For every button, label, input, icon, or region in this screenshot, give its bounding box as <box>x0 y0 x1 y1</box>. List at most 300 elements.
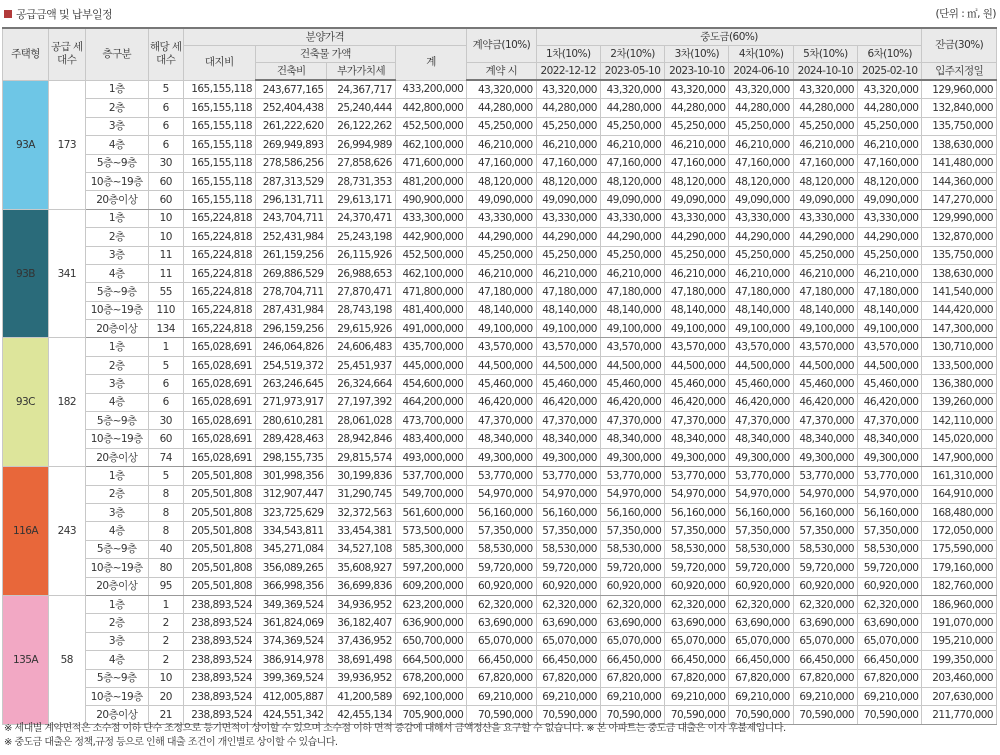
amount-cell: 56,160,000 <box>729 503 793 521</box>
amount-cell: 44,280,000 <box>793 99 857 117</box>
header-interim-date-3: 2023-10-10 <box>665 63 729 81</box>
amount-cell: 45,250,000 <box>858 117 922 135</box>
amount-cell: 412,005,887 <box>256 687 327 705</box>
amount-cell: 65,070,000 <box>467 632 536 650</box>
table-row <box>3 154 997 172</box>
amount-cell: 46,420,000 <box>729 393 793 411</box>
header-building: 건축물 가액 <box>256 46 396 63</box>
amount-cell: 252,404,438 <box>256 99 327 117</box>
amount-cell: 49,090,000 <box>467 191 536 209</box>
amount-cell: 374,369,524 <box>256 632 327 650</box>
amount-cell: 67,820,000 <box>536 669 600 687</box>
amount-cell: 207,630,000 <box>922 687 997 705</box>
amount-cell: 28,731,353 <box>327 172 395 190</box>
amount-cell: 28,942,846 <box>327 430 395 448</box>
table-row <box>3 99 997 117</box>
amount-cell: 62,320,000 <box>536 595 600 613</box>
amount-cell: 56,160,000 <box>793 503 857 521</box>
amount-cell: 334,543,811 <box>256 522 327 540</box>
amount-cell: 252,431,984 <box>256 228 327 246</box>
amount-cell: 147,900,000 <box>922 448 997 466</box>
units-cell: 5 <box>148 467 183 485</box>
table-row <box>3 209 997 227</box>
amount-cell: 43,570,000 <box>793 338 857 356</box>
amount-cell: 54,970,000 <box>600 485 664 503</box>
amount-cell: 442,800,000 <box>395 99 466 117</box>
amount-cell: 44,500,000 <box>600 356 664 374</box>
header-type: 주택형 <box>3 28 49 80</box>
amount-cell: 63,690,000 <box>793 614 857 632</box>
page-title <box>4 6 112 22</box>
amount-cell: 705,900,000 <box>395 706 466 724</box>
units-cell: 10 <box>148 669 183 687</box>
floor-cell: 2층 <box>85 485 148 503</box>
amount-cell: 47,160,000 <box>536 154 600 172</box>
amount-cell: 537,700,000 <box>395 467 466 485</box>
amount-cell: 133,500,000 <box>922 356 997 374</box>
amount-cell: 44,290,000 <box>665 228 729 246</box>
header-interim-date-4: 2024-06-10 <box>729 63 793 81</box>
amount-cell: 48,340,000 <box>467 430 536 448</box>
amount-cell: 493,000,000 <box>395 448 466 466</box>
units-cell: 11 <box>148 264 183 282</box>
units-cell: 5 <box>148 356 183 374</box>
amount-cell: 43,570,000 <box>467 338 536 356</box>
amount-cell: 69,210,000 <box>665 687 729 705</box>
amount-cell: 48,140,000 <box>467 301 536 319</box>
amount-cell: 269,886,529 <box>256 264 327 282</box>
units-cell: 20 <box>148 687 183 705</box>
amount-cell: 46,420,000 <box>536 393 600 411</box>
amount-cell: 144,360,000 <box>922 172 997 190</box>
amount-cell: 49,300,000 <box>729 448 793 466</box>
amount-cell: 147,270,000 <box>922 191 997 209</box>
amount-cell: 46,420,000 <box>665 393 729 411</box>
amount-cell: 70,590,000 <box>858 706 922 724</box>
amount-cell: 54,970,000 <box>729 485 793 503</box>
amount-cell: 69,210,000 <box>858 687 922 705</box>
amount-cell: 45,250,000 <box>793 246 857 264</box>
amount-cell: 59,720,000 <box>536 559 600 577</box>
amount-cell: 47,370,000 <box>665 412 729 430</box>
amount-cell: 49,100,000 <box>858 320 922 338</box>
table-row <box>3 356 997 374</box>
units-cell: 30 <box>148 412 183 430</box>
amount-cell: 48,120,000 <box>536 172 600 190</box>
amount-cell: 43,330,000 <box>600 209 664 227</box>
amount-cell: 48,140,000 <box>729 301 793 319</box>
amount-cell: 56,160,000 <box>665 503 729 521</box>
amount-cell: 66,450,000 <box>793 651 857 669</box>
amount-cell: 45,250,000 <box>858 246 922 264</box>
amount-cell: 138,630,000 <box>922 264 997 282</box>
amount-cell: 25,243,198 <box>327 228 395 246</box>
amount-cell: 58,530,000 <box>600 540 664 558</box>
amount-cell: 56,160,000 <box>600 503 664 521</box>
amount-cell: 66,450,000 <box>600 651 664 669</box>
amount-cell: 47,370,000 <box>729 412 793 430</box>
amount-cell: 43,330,000 <box>858 209 922 227</box>
amount-cell: 69,210,000 <box>467 687 536 705</box>
amount-cell: 29,815,574 <box>327 448 395 466</box>
amount-cell: 424,551,342 <box>256 706 327 724</box>
amount-cell: 46,420,000 <box>793 393 857 411</box>
table-row <box>3 136 997 154</box>
amount-cell: 47,370,000 <box>793 412 857 430</box>
header-interim-date-6: 2025-02-10 <box>858 63 922 81</box>
amount-cell: 399,369,524 <box>256 669 327 687</box>
amount-cell: 650,700,000 <box>395 632 466 650</box>
amount-cell: 47,160,000 <box>600 154 664 172</box>
amount-cell: 62,320,000 <box>793 595 857 613</box>
unit-type-cell: 116A <box>3 467 49 596</box>
amount-cell: 287,431,984 <box>256 301 327 319</box>
amount-cell: 62,320,000 <box>729 595 793 613</box>
amount-cell: 141,480,000 <box>922 154 997 172</box>
amount-cell: 49,090,000 <box>600 191 664 209</box>
amount-cell: 66,450,000 <box>467 651 536 669</box>
amount-cell: 44,290,000 <box>793 228 857 246</box>
amount-cell: 53,770,000 <box>467 467 536 485</box>
units-cell: 10 <box>148 209 183 227</box>
amount-cell: 63,690,000 <box>467 614 536 632</box>
amount-cell: 246,064,826 <box>256 338 327 356</box>
floor-cell: 1층 <box>85 467 148 485</box>
amount-cell: 43,320,000 <box>729 80 793 99</box>
amount-cell: 53,770,000 <box>536 467 600 485</box>
amount-cell: 254,519,372 <box>256 356 327 374</box>
amount-cell: 44,280,000 <box>600 99 664 117</box>
amount-cell: 43,570,000 <box>858 338 922 356</box>
amount-cell: 70,590,000 <box>467 706 536 724</box>
amount-cell: 30,199,836 <box>327 467 395 485</box>
amount-cell: 27,870,471 <box>327 283 395 301</box>
amount-cell: 145,020,000 <box>922 430 997 448</box>
amount-cell: 60,920,000 <box>600 577 664 595</box>
table-row <box>3 338 997 356</box>
table-row <box>3 614 997 632</box>
amount-cell: 136,380,000 <box>922 375 997 393</box>
units-cell: 6 <box>148 117 183 135</box>
amount-cell: 54,970,000 <box>467 485 536 503</box>
amount-cell: 609,200,000 <box>395 577 466 595</box>
amount-cell: 59,720,000 <box>665 559 729 577</box>
amount-cell: 312,907,447 <box>256 485 327 503</box>
table-row <box>3 651 997 669</box>
amount-cell: 144,420,000 <box>922 301 997 319</box>
amount-cell: 44,500,000 <box>467 356 536 374</box>
amount-cell: 66,450,000 <box>858 651 922 669</box>
amount-cell: 58,530,000 <box>729 540 793 558</box>
header-interim-6: 6차(10%) <box>858 46 922 63</box>
amount-cell: 24,370,471 <box>327 209 395 227</box>
amount-cell: 44,500,000 <box>536 356 600 374</box>
table-row <box>3 264 997 282</box>
amount-cell: 132,840,000 <box>922 99 997 117</box>
floor-cell: 3층 <box>85 246 148 264</box>
amount-cell: 28,743,198 <box>327 301 395 319</box>
units-cell: 40 <box>148 540 183 558</box>
header-interim-4: 4차(10%) <box>729 46 793 63</box>
table-row <box>3 320 997 338</box>
amount-cell: 45,460,000 <box>858 375 922 393</box>
floor-cell: 20층이상 <box>85 448 148 466</box>
amount-cell: 130,710,000 <box>922 338 997 356</box>
amount-cell: 46,420,000 <box>858 393 922 411</box>
units-cell: 8 <box>148 485 183 503</box>
amount-cell: 45,250,000 <box>665 117 729 135</box>
amount-cell: 452,500,000 <box>395 117 466 135</box>
amount-cell: 43,320,000 <box>600 80 664 99</box>
amount-cell: 271,973,917 <box>256 393 327 411</box>
amount-cell: 29,613,171 <box>327 191 395 209</box>
amount-cell: 36,182,407 <box>327 614 395 632</box>
amount-cell: 278,704,711 <box>256 283 327 301</box>
amount-cell: 269,949,893 <box>256 136 327 154</box>
amount-cell: 44,290,000 <box>536 228 600 246</box>
amount-cell: 47,370,000 <box>536 412 600 430</box>
amount-cell: 56,160,000 <box>858 503 922 521</box>
amount-cell: 35,608,927 <box>327 559 395 577</box>
amount-cell: 26,122,262 <box>327 117 395 135</box>
table-row <box>3 246 997 264</box>
amount-cell: 43,320,000 <box>536 80 600 99</box>
table-row <box>3 430 997 448</box>
amount-cell: 63,690,000 <box>665 614 729 632</box>
table-row <box>3 448 997 466</box>
amount-cell: 44,290,000 <box>858 228 922 246</box>
amount-cell: 165,028,691 <box>183 448 255 466</box>
units-cell: 110 <box>148 301 183 319</box>
floor-cell: 4층 <box>85 136 148 154</box>
amount-cell: 63,690,000 <box>729 614 793 632</box>
amount-cell: 58,530,000 <box>793 540 857 558</box>
amount-cell: 45,460,000 <box>665 375 729 393</box>
amount-cell: 70,590,000 <box>665 706 729 724</box>
amount-cell: 44,280,000 <box>467 99 536 117</box>
amount-cell: 53,770,000 <box>665 467 729 485</box>
amount-cell: 435,700,000 <box>395 338 466 356</box>
amount-cell: 238,893,524 <box>183 614 255 632</box>
amount-cell: 263,246,645 <box>256 375 327 393</box>
amount-cell: 45,250,000 <box>467 246 536 264</box>
amount-cell: 165,028,691 <box>183 430 255 448</box>
amount-cell: 28,061,028 <box>327 412 395 430</box>
amount-cell: 54,970,000 <box>858 485 922 503</box>
amount-cell: 24,606,483 <box>327 338 395 356</box>
amount-cell: 47,180,000 <box>536 283 600 301</box>
amount-cell: 238,893,524 <box>183 632 255 650</box>
amount-cell: 45,250,000 <box>536 246 600 264</box>
square-bullet-icon <box>4 10 12 18</box>
units-cell: 60 <box>148 430 183 448</box>
floor-cell: 1층 <box>85 209 148 227</box>
amount-cell: 481,400,000 <box>395 301 466 319</box>
header-vat: 부가가치세 <box>327 63 395 81</box>
amount-cell: 43,570,000 <box>536 338 600 356</box>
amount-cell: 44,290,000 <box>600 228 664 246</box>
amount-cell: 70,590,000 <box>793 706 857 724</box>
amount-cell: 67,820,000 <box>665 669 729 687</box>
amount-cell: 36,699,836 <box>327 577 395 595</box>
floor-cell: 3층 <box>85 117 148 135</box>
header-units: 해당 세대수 <box>148 28 183 80</box>
amount-cell: 179,160,000 <box>922 559 997 577</box>
amount-cell: 490,900,000 <box>395 191 466 209</box>
amount-cell: 49,300,000 <box>665 448 729 466</box>
floor-cell: 1층 <box>85 80 148 99</box>
amount-cell: 43,330,000 <box>665 209 729 227</box>
amount-cell: 48,340,000 <box>600 430 664 448</box>
amount-cell: 49,090,000 <box>793 191 857 209</box>
amount-cell: 43,330,000 <box>729 209 793 227</box>
units-cell: 5 <box>148 80 183 99</box>
amount-cell: 43,330,000 <box>536 209 600 227</box>
floor-cell: 5층~9층 <box>85 154 148 172</box>
floor-cell: 2층 <box>85 356 148 374</box>
unit-type-cell: 93B <box>3 209 49 338</box>
amount-cell: 56,160,000 <box>467 503 536 521</box>
table-row <box>3 375 997 393</box>
amount-cell: 46,210,000 <box>536 264 600 282</box>
units-cell: 8 <box>148 503 183 521</box>
table-row <box>3 467 997 485</box>
table-row <box>3 117 997 135</box>
amount-cell: 195,210,000 <box>922 632 997 650</box>
price-table <box>2 27 997 725</box>
amount-cell: 48,140,000 <box>858 301 922 319</box>
header-balance-when: 입주지정일 <box>922 63 997 81</box>
floor-cell: 1층 <box>85 338 148 356</box>
amount-cell: 139,260,000 <box>922 393 997 411</box>
amount-cell: 63,690,000 <box>536 614 600 632</box>
amount-cell: 238,893,524 <box>183 595 255 613</box>
amount-cell: 43,320,000 <box>858 80 922 99</box>
table-row <box>3 301 997 319</box>
amount-cell: 186,960,000 <box>922 595 997 613</box>
amount-cell: 296,159,256 <box>256 320 327 338</box>
amount-cell: 37,436,952 <box>327 632 395 650</box>
table-row <box>3 687 997 705</box>
amount-cell: 47,160,000 <box>467 154 536 172</box>
amount-cell: 433,200,000 <box>395 80 466 99</box>
amount-cell: 34,527,108 <box>327 540 395 558</box>
amount-cell: 47,160,000 <box>665 154 729 172</box>
amount-cell: 46,210,000 <box>729 264 793 282</box>
amount-cell: 165,224,818 <box>183 283 255 301</box>
units-cell: 80 <box>148 559 183 577</box>
amount-cell: 386,914,978 <box>256 651 327 669</box>
amount-cell: 454,600,000 <box>395 375 466 393</box>
amount-cell: 296,131,711 <box>256 191 327 209</box>
amount-cell: 59,720,000 <box>600 559 664 577</box>
floor-cell: 10층~19층 <box>85 172 148 190</box>
amount-cell: 205,501,808 <box>183 467 255 485</box>
amount-cell: 65,070,000 <box>536 632 600 650</box>
table-row <box>3 283 997 301</box>
supply-count-cell: 341 <box>48 209 85 338</box>
amount-cell: 165,155,118 <box>183 80 255 99</box>
amount-cell: 46,210,000 <box>858 136 922 154</box>
amount-cell: 165,224,818 <box>183 301 255 319</box>
amount-cell: 49,300,000 <box>467 448 536 466</box>
amount-cell: 356,089,265 <box>256 559 327 577</box>
unit-type-cell: 93C <box>3 338 49 467</box>
table-row <box>3 412 997 430</box>
amount-cell: 47,180,000 <box>467 283 536 301</box>
amount-cell: 135,750,000 <box>922 117 997 135</box>
floor-cell: 10층~19층 <box>85 687 148 705</box>
header-interim: 중도금(60%) <box>536 28 922 46</box>
amount-cell: 481,200,000 <box>395 172 466 190</box>
amount-cell: 46,210,000 <box>665 264 729 282</box>
floor-cell: 3층 <box>85 375 148 393</box>
amount-cell: 278,586,256 <box>256 154 327 172</box>
amount-cell: 58,530,000 <box>858 540 922 558</box>
amount-cell: 45,250,000 <box>600 117 664 135</box>
amount-cell: 43,320,000 <box>467 80 536 99</box>
amount-cell: 165,155,118 <box>183 172 255 190</box>
table-row <box>3 393 997 411</box>
amount-cell: 462,100,000 <box>395 264 466 282</box>
header-deposit-when: 계약 시 <box>467 63 536 81</box>
amount-cell: 182,760,000 <box>922 577 997 595</box>
amount-cell: 62,320,000 <box>467 595 536 613</box>
amount-cell: 361,824,069 <box>256 614 327 632</box>
amount-cell: 165,224,818 <box>183 209 255 227</box>
amount-cell: 585,300,000 <box>395 540 466 558</box>
units-cell: 95 <box>148 577 183 595</box>
amount-cell: 452,500,000 <box>395 246 466 264</box>
header-interim-3: 3차(10%) <box>665 46 729 63</box>
amount-cell: 38,691,498 <box>327 651 395 669</box>
amount-cell: 69,210,000 <box>793 687 857 705</box>
header-interim-5: 5차(10%) <box>793 46 857 63</box>
amount-cell: 549,700,000 <box>395 485 466 503</box>
floor-cell: 4층 <box>85 393 148 411</box>
amount-cell: 25,240,444 <box>327 99 395 117</box>
amount-cell: 45,460,000 <box>536 375 600 393</box>
amount-cell: 165,028,691 <box>183 412 255 430</box>
amount-cell: 59,720,000 <box>858 559 922 577</box>
amount-cell: 43,570,000 <box>665 338 729 356</box>
amount-cell: 49,100,000 <box>536 320 600 338</box>
amount-cell: 47,180,000 <box>858 283 922 301</box>
amount-cell: 49,090,000 <box>729 191 793 209</box>
amount-cell: 69,210,000 <box>729 687 793 705</box>
amount-cell: 164,910,000 <box>922 485 997 503</box>
amount-cell: 48,120,000 <box>467 172 536 190</box>
amount-cell: 280,610,281 <box>256 412 327 430</box>
amount-cell: 45,250,000 <box>600 246 664 264</box>
amount-cell: 168,480,000 <box>922 503 997 521</box>
units-cell: 6 <box>148 99 183 117</box>
amount-cell: 165,155,118 <box>183 154 255 172</box>
amount-cell: 32,372,563 <box>327 503 395 521</box>
header-floor: 층구분 <box>85 28 148 80</box>
amount-cell: 24,367,717 <box>327 80 395 99</box>
units-cell: 10 <box>148 228 183 246</box>
amount-cell: 44,500,000 <box>665 356 729 374</box>
header-interim-date-1: 2022-12-12 <box>536 63 600 81</box>
floor-cell: 2층 <box>85 228 148 246</box>
amount-cell: 261,159,256 <box>256 246 327 264</box>
amount-cell: 54,970,000 <box>793 485 857 503</box>
amount-cell: 59,720,000 <box>793 559 857 577</box>
amount-cell: 57,350,000 <box>665 522 729 540</box>
floor-cell: 20층이상 <box>85 706 148 724</box>
amount-cell: 43,570,000 <box>600 338 664 356</box>
